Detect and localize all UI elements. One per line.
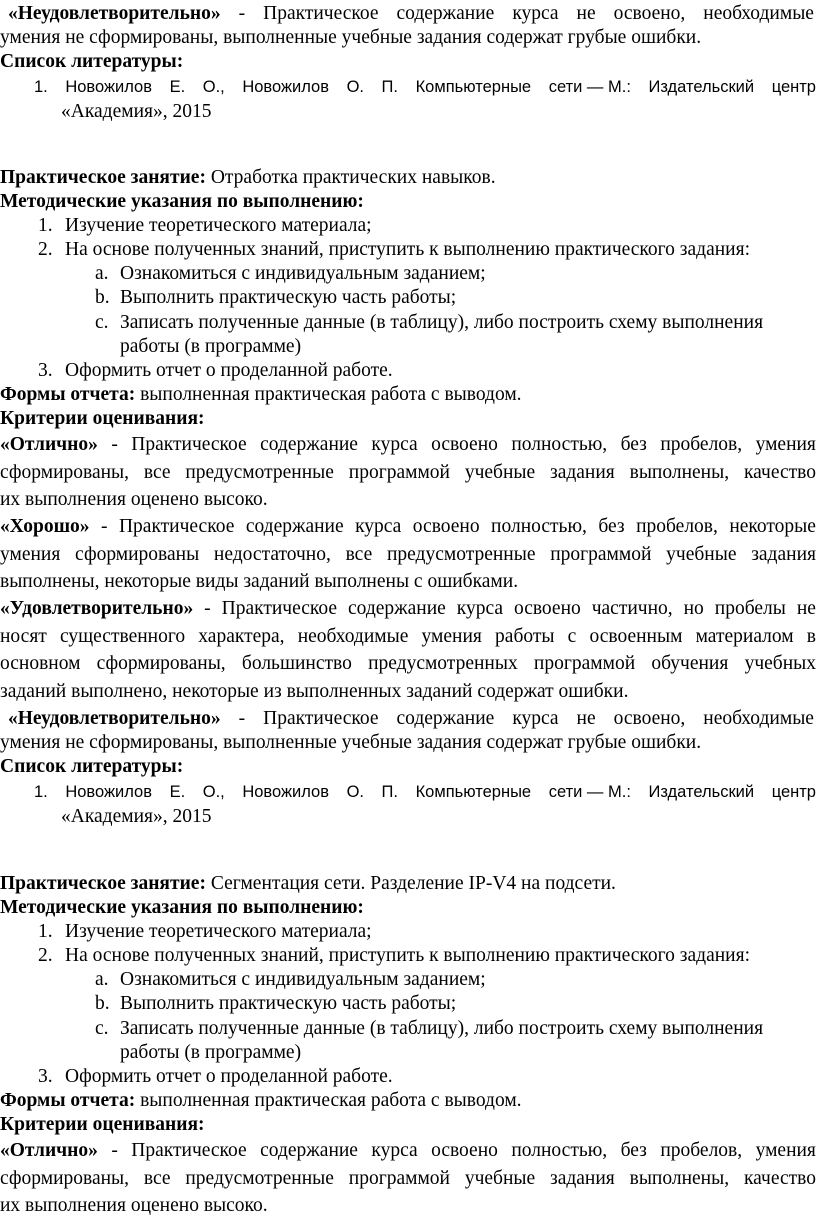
unsat-line-1: «Неудовлетворительно» - Практическое содержание курса не освоено, необходимые <box>8 708 814 729</box>
satisfactory-line-1: «Удовлетворительно» - Практическое содержание курса освоено частично, но пробелы не <box>0 598 816 619</box>
satisfactory-line-2: носят существенного характера, необходимые умения работы с освоенным материалом в <box>0 626 816 647</box>
step-2: 2. На основе полученных знаний, приступить к выполнению практического задания: <box>38 239 750 260</box>
literature-item: 1. Новожилов Е. О., Новожилов О. П. Компьютерные сети — М.: Издательский центр <box>34 78 816 96</box>
substep-c-cont: работы (в программе) <box>120 1042 302 1063</box>
report-form-1: Формы отчета: выполненная практическая работа с выводом. <box>0 384 522 405</box>
substep-c: c. Записать полученные данные (в таблицу), либо построить схему выполнения <box>95 312 764 333</box>
literature-item-1: 1. Новожилов Е. О., Новожилов О. П. Компьютерные сети — М.: Издательский центр <box>34 783 816 801</box>
substep-c: c. Записать полученные данные (в таблицу), либо построить схему выполнения <box>95 1018 764 1039</box>
excellent-line-2: сформированы, все предусмотренные программой учебные задания выполнены, качество <box>0 462 816 483</box>
excellent-line-3: их выполнения оценено высоко. <box>0 489 268 510</box>
satisfactory-line-4: заданий выполнено, некоторые из выполненных заданий содержат ошибки. <box>0 681 629 702</box>
literature-item-cont: «Академия», 2015 <box>61 101 212 122</box>
substep-a: a. Ознакомиться с индивидуальным заданием; <box>95 263 486 284</box>
criteria-heading-1: Критерии оценивания: <box>0 408 205 429</box>
practical-title-1: Практическое занятие: Отработка практических навыков. <box>0 167 496 188</box>
substep-b: b. Выполнить практическую часть работы; <box>95 993 457 1014</box>
unsat-grade-line-1: «Неудовлетворительно» - Практическое содержание курса не освоено, необходимые <box>8 3 814 24</box>
literature-item-1-cont: «Академия», 2015 <box>61 806 212 827</box>
substep-a: a. Ознакомиться с индивидуальным заданием; <box>95 969 486 990</box>
unsat-line-2: умения не сформированы, выполненные учебные задания содержат грубые ошибки. <box>0 732 702 753</box>
grade-label: «Неудовлетворительно» <box>8 3 221 24</box>
literature-heading-1: Список литературы: <box>0 756 184 777</box>
good-line-1: «Хорошо» - Практическое содержание курса освоено полностью, без пробелов, некоторые <box>0 516 816 537</box>
excellent-line-2: сформированы, все предусмотренные программой учебные задания выполнены, качество <box>0 1168 816 1189</box>
literature-heading: Список литературы: <box>0 51 184 72</box>
method-heading-1: Методические указания по выполнению: <box>0 191 364 212</box>
substep-b: b. Выполнить практическую часть работы; <box>95 287 457 308</box>
good-line-3: выполнены, некоторые виды заданий выполнены с ошибками. <box>0 571 519 592</box>
excellent-line-3: их выполнения оценено высоко. <box>0 1195 268 1216</box>
step-3: 3. Оформить отчет о проделанной работе. <box>38 360 393 381</box>
method-heading-2: Методические указания по выполнению: <box>0 897 364 918</box>
satisfactory-line-3: основном сформированы, большинство предусмотренных программой обучения учебных <box>0 653 816 674</box>
criteria-heading-2: Критерии оценивания: <box>0 1114 205 1135</box>
unsat-grade-line-2: умения не сформированы, выполненные учебные задания содержат грубые ошибки. <box>0 27 702 48</box>
good-line-2: умения сформированы недостаточно, все предусмотренные программой учебные задания <box>0 544 816 565</box>
step-3: 3. Оформить отчет о проделанной работе. <box>38 1066 393 1087</box>
step-1: 1. Изучение теоретического материала; <box>38 921 372 942</box>
step-2: 2. На основе полученных знаний, приступить к выполнению практического задания: <box>38 945 750 966</box>
report-form-2: Формы отчета: выполненная практическая работа с выводом. <box>0 1090 522 1111</box>
practical-title-2: Практическое занятие: Сегментация сети. Разделение IP-V4 на подсети. <box>0 873 616 894</box>
substep-c-cont: работы (в программе) <box>120 336 302 357</box>
excellent-line-1: «Отлично» - Практическое содержание курса освоено полностью, без пробелов, умения <box>0 434 816 455</box>
excellent-line-1: «Отлично» - Практическое содержание курса освоено полностью, без пробелов, умения <box>0 1140 816 1161</box>
step-1: 1. Изучение теоретического материала; <box>38 215 372 236</box>
